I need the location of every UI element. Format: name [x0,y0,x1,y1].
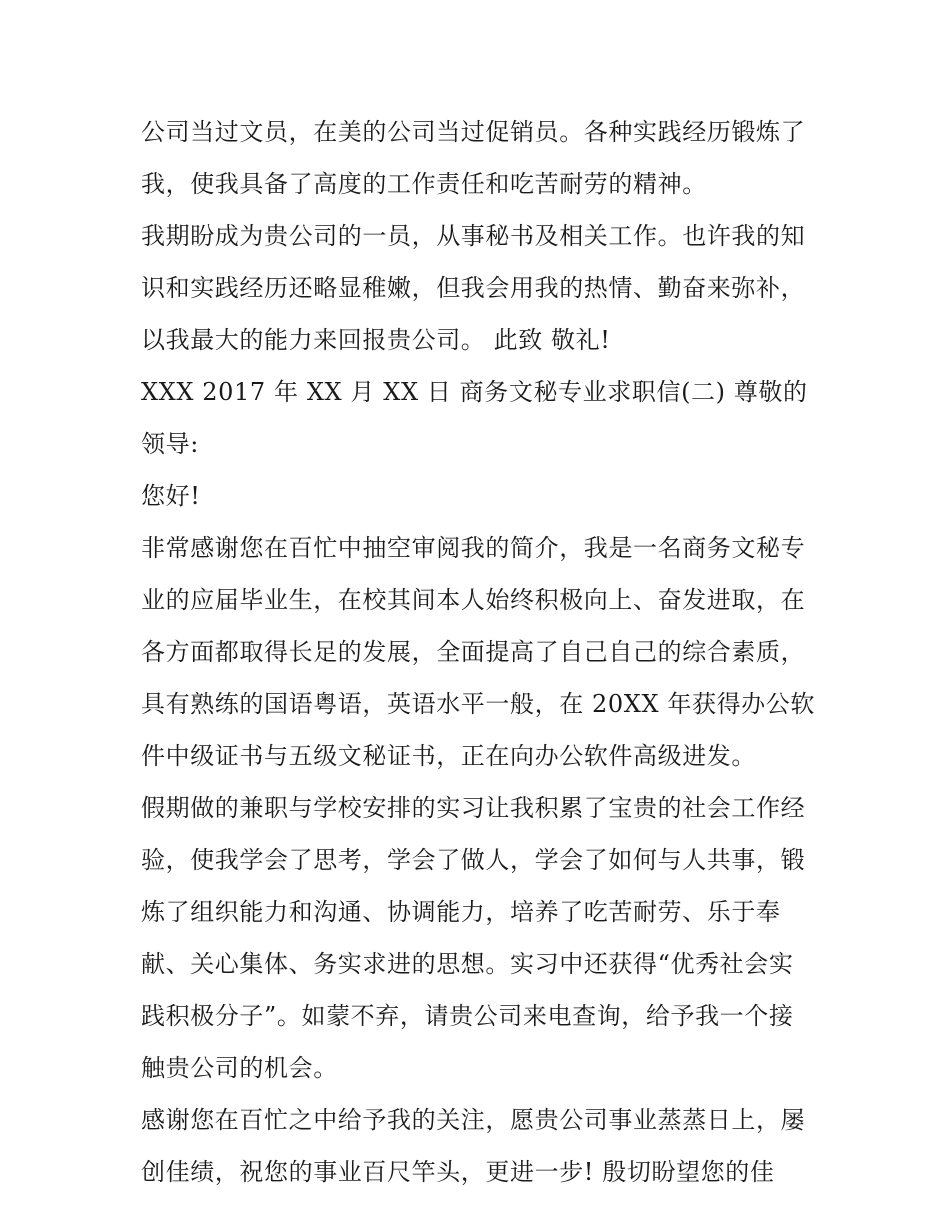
paragraph-career-goal: 我期盼成为贵公司的一员，从事秘书及相关工作。也许我的知 识和实践经历还略显稚嫩，但我会用我的热情、勤奋来弥补， 以我最大的能力来回报贵公司。 此致 敬礼! [141,222,806,354]
paragraph-work-experience: 公司当过文员，在美的公司当过促销员。各种实践经历锻炼了 我，使我具备了高度的工作责任和吃苦耐劳的精神。 [141,118,806,198]
document-body [141,106,821,1198]
paragraph-introduction: 非常感谢您在百忙中抽空审阅我的简介，我是一名商务文秘专 业的应届毕业生，在校其间本人始终积极向上、奋发进取，在 各方面都取得长足的发展，全面提高了自己自己的综合素质， 具有熟练的国语粤语，英语水平一般，在 20XX 年获得办公软 件中级证书与五级文秘证书，正在向办公软件高级进发。 [141,534,815,770]
paragraph-closing: 感谢您在百忙之中给予我的关注，愿贵公司事业蒸蒸日上，屡 创佳绩，祝您的事业百尺竿头，更进一步! 殷切盼望您的佳 [141,1106,806,1186]
paragraph-letter-heading: XXX 2017 年 XX 月 XX 日 商务文秘专业求职信(二) 尊敬的领导: 您好! [141,378,808,510]
paragraph-internship: 假期做的兼职与学校安排的实习让我积累了宝贵的社会工作经 验，使我学会了思考，学会了做人，学会了如何与人共事，锻 炼了组织能力和沟通、协调能力，培养了吃苦耐劳、乐于奉 献、关心集体、务实求进的思想。实习中还获得“优秀社会实 践积极分子”。如蒙不弃，请贵公司来电查询，给予我一个接 触贵公司的机会。 [141,794,806,1082]
